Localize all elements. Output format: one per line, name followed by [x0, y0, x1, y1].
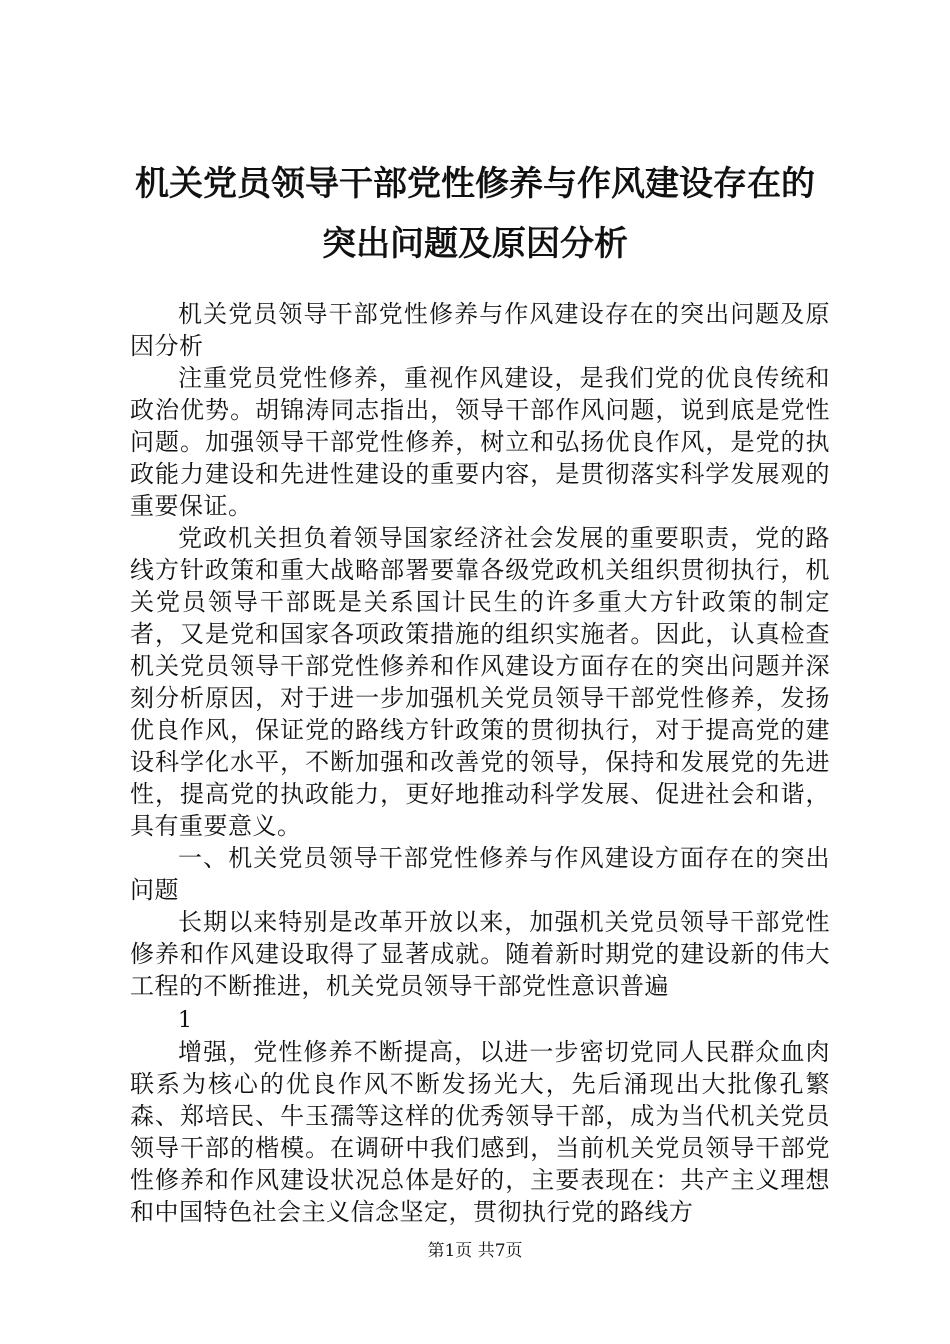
paragraph: 长期以来特别是改革开放以来，加强机关党员领导干部党性修养和作风建设取得了显著成就。随着新时期党的建设新的伟大工程的不断推进，机关党员领导干部党性意识普遍 [130, 908, 830, 1000]
document-body [130, 298, 830, 1228]
paragraph: 一、机关党员领导干部党性修养与作风建设方面存在的突出问题 [130, 844, 830, 904]
paragraph: 机关党员领导干部党性修养与作风建设存在的突出问题及原因分析 [130, 300, 830, 360]
inline-page-number: 1 [178, 1008, 192, 1033]
paragraph: 注重党员党性修养，重视作风建设，是我们党的优良传统和政治优势。胡锦涛同志指出，领导干部作风问题，说到底是党性问题。加强领导干部党性修养，树立和弘扬优良作风，是党的执政能力建设和先进性建设的重要内容，是贯彻落实科学发展观的重要保证。 [130, 364, 830, 520]
paragraph: 增强，党性修养不断提高，以进一步密切党同人民群众血肉联系为核心的优良作风不断发扬光大，先后涌现出大批像孔繁森、郑培民、牛玉孺等这样的优秀领导干部，成为当代机关党员领导干部的楷模。在调研中我们感到，当前机关党员领导干部党性修养和作风建设状况总体是好的，主要表现在：共产主义理想和中国特色社会主义信念坚定，贯彻执行党的路线方 [130, 1038, 830, 1226]
document-title-line-2: 突出问题及原因分析 [322, 224, 628, 264]
page-footer: 第1页 共7页 [427, 1241, 523, 1261]
document-title-line-1: 机关党员领导干部党性修养与作风建设存在的 [135, 164, 815, 204]
paragraph: 党政机关担负着领导国家经济社会发展的重要职责，党的路线方针政策和重大战略部署要靠各级党政机关组织贯彻执行，机关党员领导干部既是关系国计民生的许多重大方针政策的制定者，又是党和国家各项政策措施的组织实施者。因此，认真检查机关党员领导干部党性修养和作风建设方面存在的突出问题并深刻分析原因，对于进一步加强机关党员领导干部党性修养，发扬优良作风，保证党的路线方针政策的贯彻执行，对于提高党的建设科学化水平，不断加强和改善党的领导，保持和发展党的先进性，提高党的执政能力，更好地推动科学发展、促进社会和谐，具有重要意义。 [130, 524, 830, 840]
